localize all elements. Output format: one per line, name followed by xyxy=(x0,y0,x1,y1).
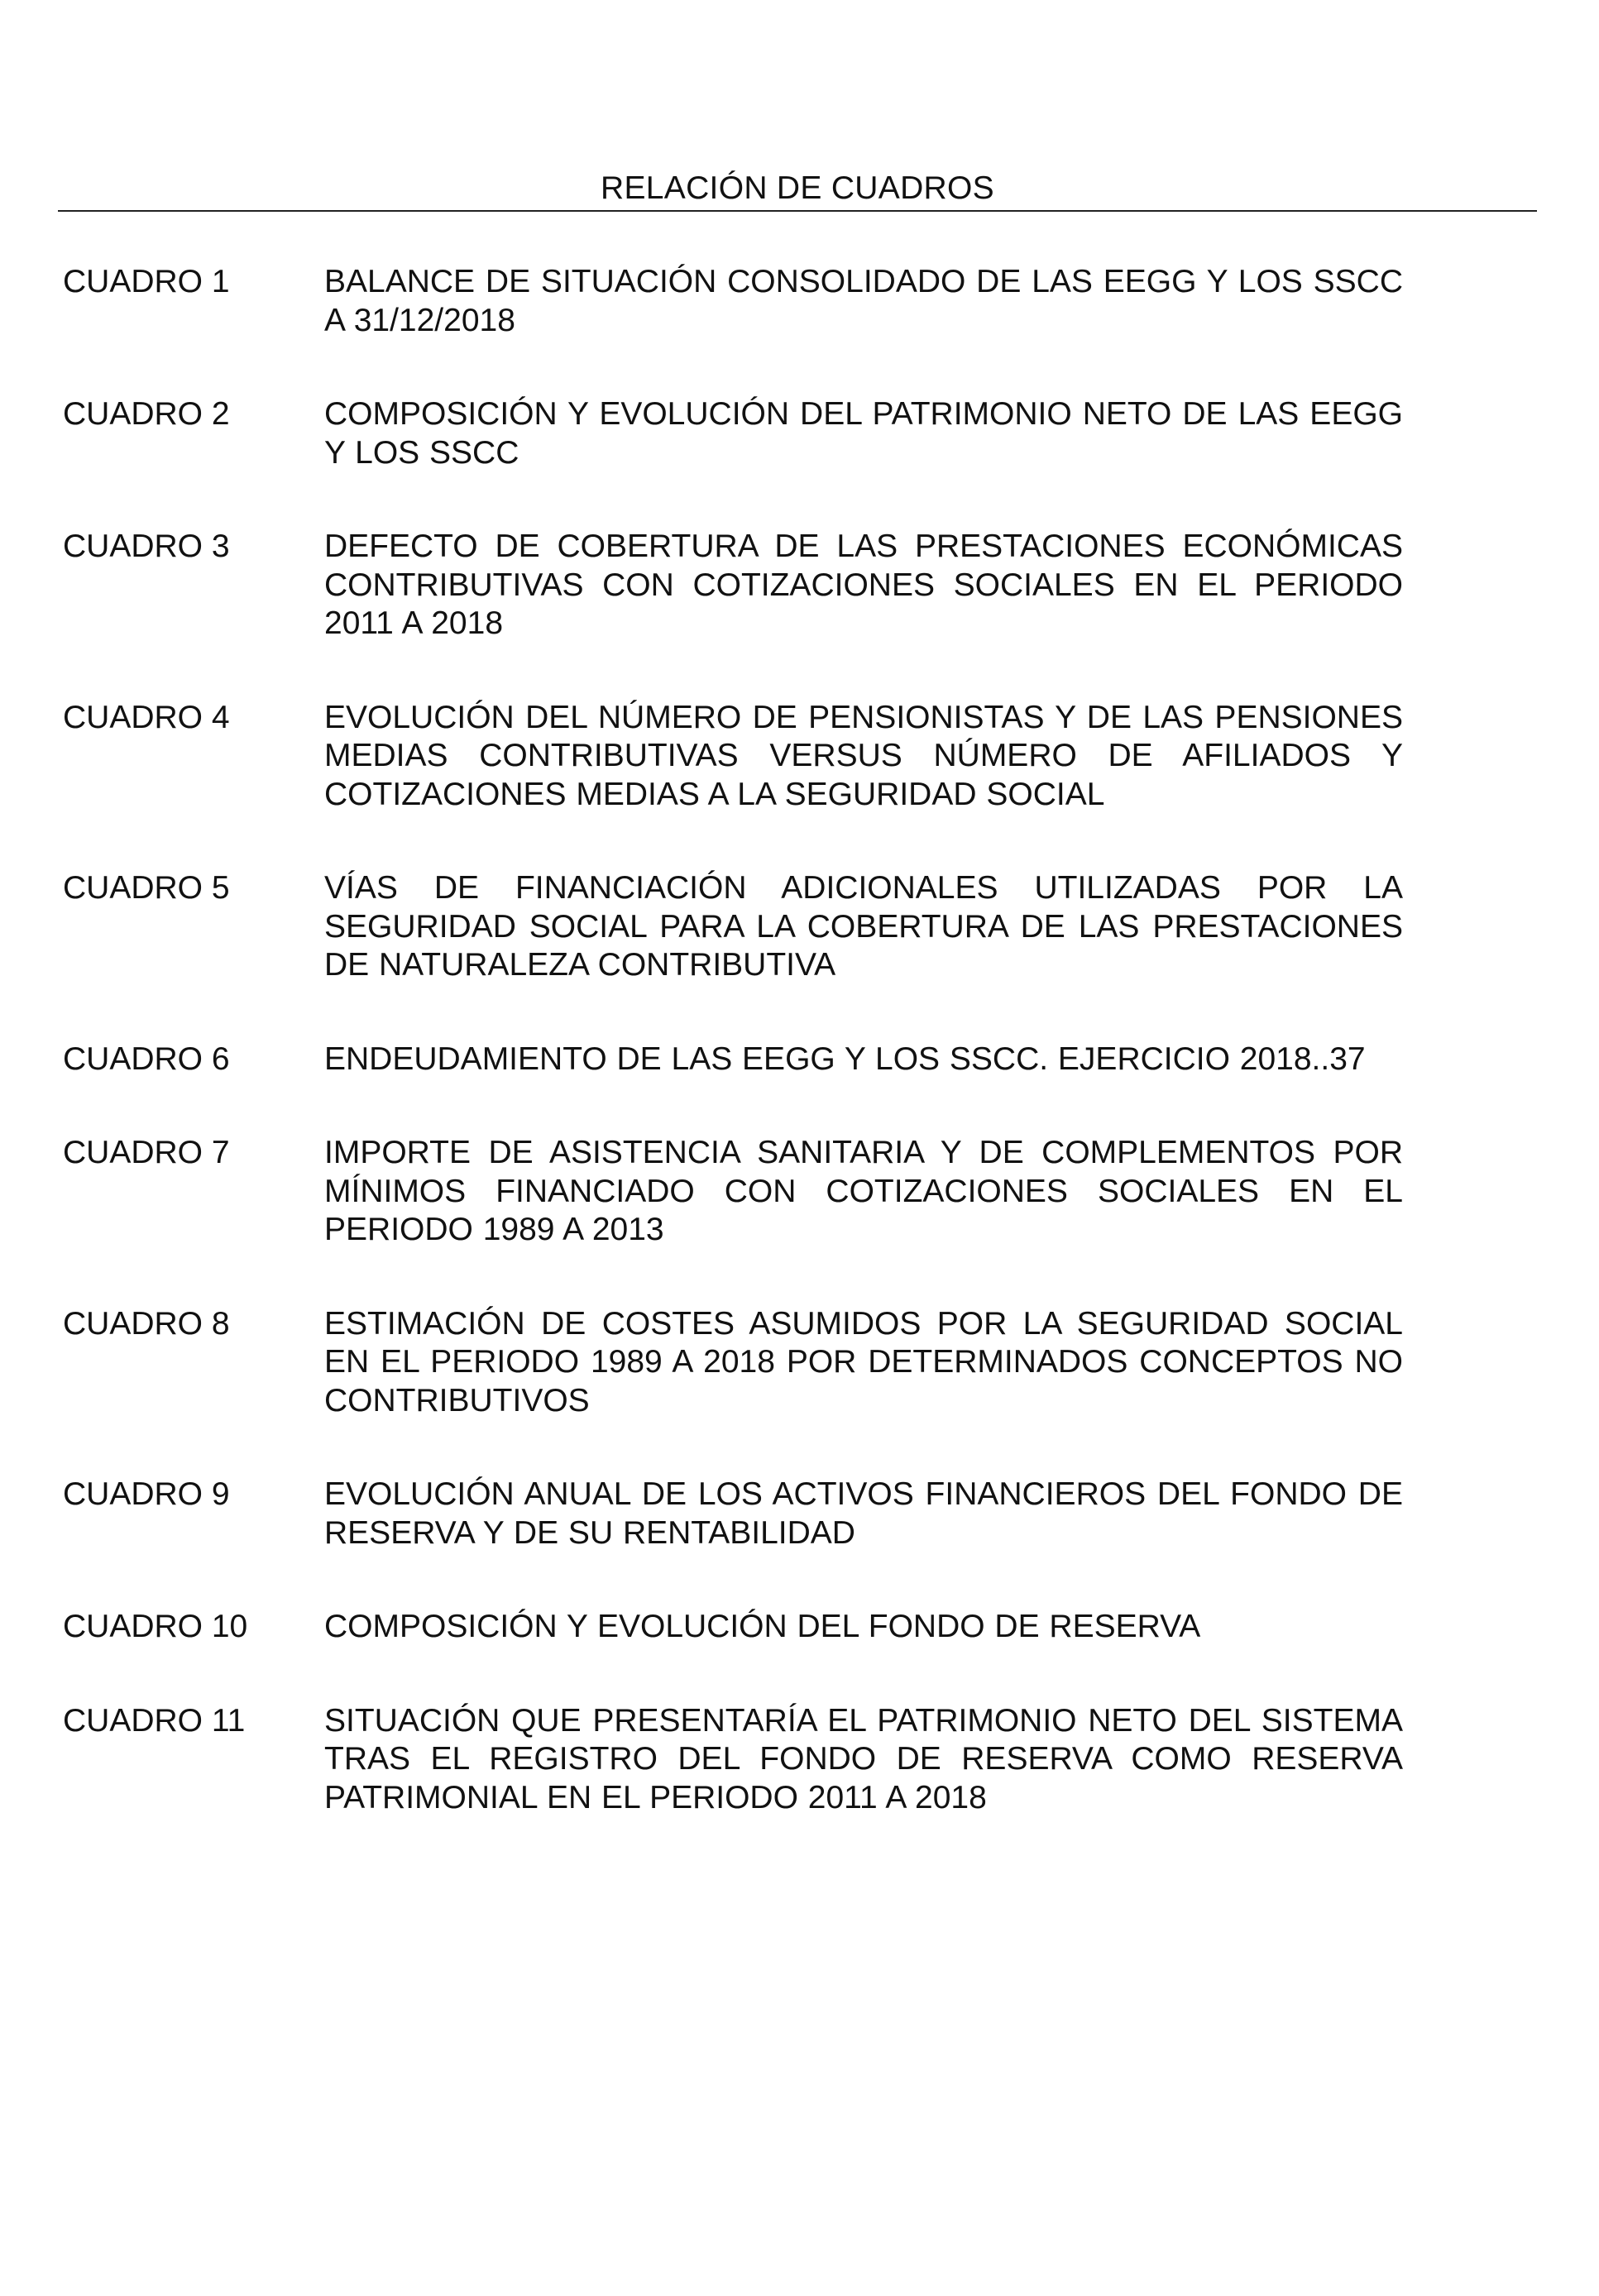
list-item-cuadro-10 xyxy=(63,1608,1403,1647)
title-divider xyxy=(58,210,1537,212)
entry-title: DEFECTO DE COBERTURA DE LAS PRESTACIONES ECONÓMICAS CONTRIBUTIVAS CON COTIZACIONES SOCIALES EN EL PERIODO 2011 A 2018 xyxy=(324,529,1403,641)
entry-title: COMPOSICIÓN Y EVOLUCIÓN DEL FONDO DE RESERVA xyxy=(324,1609,1201,1644)
list-item-cuadro-1 xyxy=(63,263,1403,340)
entry-title: ESTIMACIÓN DE COSTES ASUMIDOS POR LA SEGURIDAD SOCIAL EN EL PERIODO 1989 A 2018 POR DETERMINADOS CONCEPTOS NO CONTRIBUTIVOS xyxy=(324,1305,1403,1418)
entry-title: IMPORTE DE ASISTENCIA SANITARIA Y DE COMPLEMENTOS POR MÍNIMOS FINANCIADO CON COTIZACIONES SOCIALES EN EL PERIODO 1989 A 2013 xyxy=(324,1135,1403,1247)
list-item-cuadro-7 xyxy=(63,1134,1403,1250)
entry-label: CUADRO 2 xyxy=(63,396,230,432)
entry-label: CUADRO 7 xyxy=(63,1135,230,1170)
entry-label: CUADRO 8 xyxy=(63,1305,230,1342)
entry-label: CUADRO 1 xyxy=(63,264,230,299)
entry-label: CUADRO 6 xyxy=(63,1040,230,1077)
entry-title: VÍAS DE FINANCIACIÓN ADICIONALES UTILIZADAS POR LA SEGURIDAD SOCIAL PARA LA COBERTURA DE LAS PRESTACIONES DE NATURALEZA CONTRIBUTIVA xyxy=(324,870,1403,983)
entry-title: SITUACIÓN QUE PRESENTARÍA EL PATRIMONIO NETO DEL SISTEMA TRAS EL REGISTRO DEL FONDO DE RESERVA COMO RESERVA PATRIMONIAL EN EL PERIODO 2011 A 2018 xyxy=(324,1702,1403,1815)
entry-label: CUADRO 11 xyxy=(63,1702,246,1739)
entry-label: CUADRO 4 xyxy=(63,699,230,735)
entry-label: CUADRO 3 xyxy=(63,529,230,564)
page-title: RELACIÓN DE CUADROS xyxy=(601,170,994,206)
entry-label: CUADRO 10 xyxy=(63,1609,248,1644)
list-item-cuadro-4 xyxy=(63,699,1403,815)
list-item-cuadro-9 xyxy=(63,1476,1403,1552)
table-list xyxy=(63,263,1403,1873)
entry-title: BALANCE DE SITUACIÓN CONSOLIDADO DE LAS EEGG Y LOS SSCC A 31/12/2018 xyxy=(324,264,1403,338)
entry-title: EVOLUCIÓN DEL NÚMERO DE PENSIONISTAS Y DE LAS PENSIONES MEDIAS CONTRIBUTIVAS VERSUS NÚMERO DE AFILIADOS Y COTIZACIONES MEDIAS A LA SEGURIDAD SOCIAL xyxy=(324,699,1403,812)
entry-label: CUADRO 5 xyxy=(63,870,230,906)
list-item-cuadro-8 xyxy=(63,1305,1403,1421)
list-item-cuadro-2 xyxy=(63,395,1403,472)
entry-label: CUADRO 9 xyxy=(63,1476,230,1512)
list-item-cuadro-11 xyxy=(63,1702,1403,1818)
list-item-cuadro-6 xyxy=(63,1040,1403,1079)
entry-title: COMPOSICIÓN Y EVOLUCIÓN DEL PATRIMONIO NETO DE LAS EEGG Y LOS SSCC xyxy=(324,396,1403,471)
list-item-cuadro-5 xyxy=(63,869,1403,985)
list-item-cuadro-3 xyxy=(63,528,1403,643)
entry-title: EVOLUCIÓN ANUAL DE LOS ACTIVOS FINANCIEROS DEL FONDO DE RESERVA Y DE SU RENTABILIDAD xyxy=(324,1476,1403,1551)
entry-title: ENDEUDAMIENTO DE LAS EEGG Y LOS SSCC. EJERCICIO 2018..37 xyxy=(324,1040,1366,1077)
